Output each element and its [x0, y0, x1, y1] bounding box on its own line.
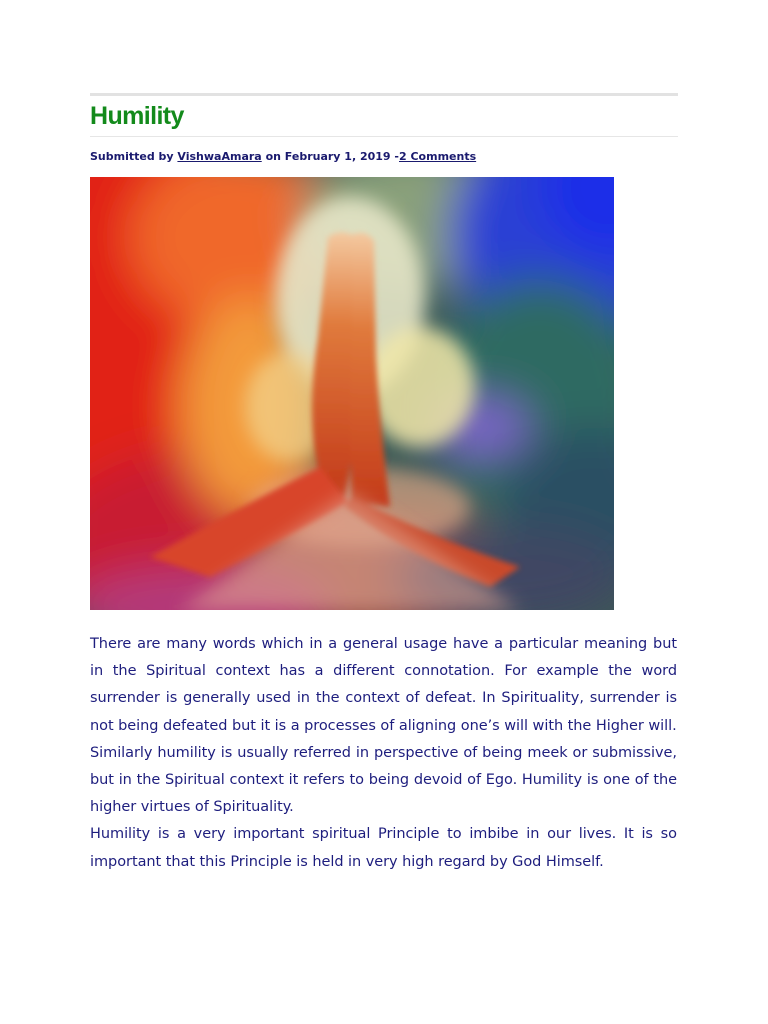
- comments-link[interactable]: 2 Comments: [399, 150, 477, 163]
- top-divider: [90, 93, 678, 96]
- page-title: Humility: [90, 102, 184, 130]
- meta-on: on: [261, 150, 285, 163]
- paragraph-2: Similarly humility is usually referred in perspective of being meek or submissive, but in the Spiritual context it refers to being devoid of Ego. Humility is one of the higher virtues of Spirituality.: [90, 744, 677, 816]
- post-date: February 1, 2019: [284, 150, 391, 163]
- title-divider: [90, 136, 678, 137]
- meta-separator: -: [390, 150, 399, 163]
- paragraph-3: Humility is a very important spiritual Principle to imbibe in our lives. It is so important that this Principle is held in very high regard by God Himself.: [90, 826, 677, 870]
- post-meta: [90, 150, 476, 164]
- article-body: [90, 631, 677, 876]
- author-link[interactable]: VishwaAmara: [177, 150, 262, 163]
- meta-prefix: Submitted by: [90, 150, 178, 163]
- prayer-hands-painting: [90, 177, 614, 610]
- paragraph-1: There are many words which in a general usage have a particular meaning but in the Spiritual context has a different connotation. For example the word surrender is generally used in the context of defeat. In Spirituality, surrender is not being defeated but it is a processes of aligning one’s will with the Higher will.: [90, 636, 677, 734]
